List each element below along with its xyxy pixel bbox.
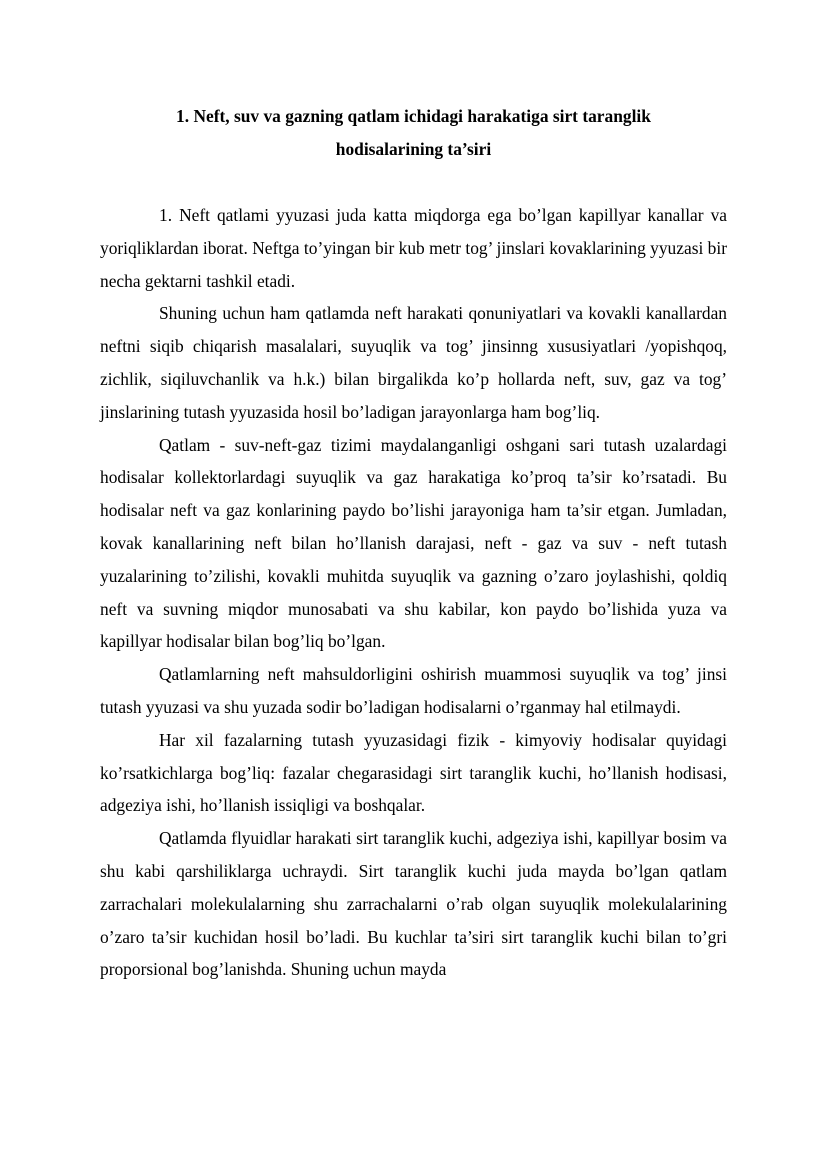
paragraph: Shuning uchun ham qatlamda neft harakati qonuniyatlari va kovakli kanallardan neftni siqib chiqarish masalalari, suyuqlik va tog’ jinsinng xususiyatlari /yopishqoq, zichlik, siqiluvchanlik va h.k.) bilan birgalikda ko’p hollarda neft, suv, gaz va tog’ jinslarining tutash yyuzasida hosil bo’ladigan jarayonlarga ham bog’liq. <box>100 303 727 422</box>
paragraph: Qatlamda flyuidlar harakati sirt taranglik kuchi, adgeziya ishi, kapillyar bosim va shu kabi qarshiliklarga uchraydi. Sirt taranglik kuchi juda mayda bo’lgan qatlam zarrachalari molekulalarning shu zarrachalarni o’rab olgan suyuqlik molekulalarining o’zaro ta’sir kuchidan hosil bo’ladi. Bu kuchlar ta’siri sirt taranglik kuchi bilan to’gri proporsional bog’lanishda. Shuning uchun mayda <box>100 828 727 980</box>
title-line-2: hodisalarining ta’siri <box>335 138 492 159</box>
paragraph: Har xil fazalarning tutash yyuzasidagi fizik - kimyoviy hodisalar quyidagi ko’rsatkichlarga bog’liq: fazalar chegarasidagi sirt taranglik kuchi, ho’llanish hodisasi, adgeziya ishi, ho’llanish issiqligi va boshqalar. <box>100 729 727 816</box>
paragraph: Qatlamlarning neft mahsuldorligini oshirish muammosi suyuqlik va tog’ jinsi tutash yyuzasi va shu yuzada sodir bo’ladigan hodisalarni o’rganmay hal etilmaydi. <box>100 664 727 717</box>
title-line-1: 1. Neft, suv va gazning qatlam ichidagi harakatiga sirt taranglik <box>176 106 651 126</box>
paragraph: Qatlam - suv-neft-gaz tizimi maydalanganligi oshgani sari tutash uzalardagi hodisalar kollektorlardagi suyuqlik va gaz harakatiga ko’proq ta’sir ko’rsatadi. Bu hodisalar neft va gaz konlarining paydo bo’lishi jarayoniga ham ta’sir etgan. Jumladan, kovak kanallarining neft bilan ho’llanish darajasi, neft - gaz va suv - neft tutash yuzalarining to’zilishi, kovakli muhitda suyuqlik va gazning o’zaro joylashishi, qoldiq neft va suvning miqdor munosabati va shu kabilar, kon paydo bo’lishida yuza va kapillyar hodisalar bilan bog’liq bo’lgan. <box>100 434 727 652</box>
section-title <box>100 100 727 166</box>
paragraph: 1. Neft qatlami yyuzasi juda katta miqdorga ega bo’lgan kapillyar kanallar va yoriqliklardan iborat. Neftga to’yingan bir kub metr tog’ jinslari kovaklarining yyuzasi bir necha gektarni tashkil etadi. <box>100 205 727 291</box>
body-text <box>100 199 727 986</box>
